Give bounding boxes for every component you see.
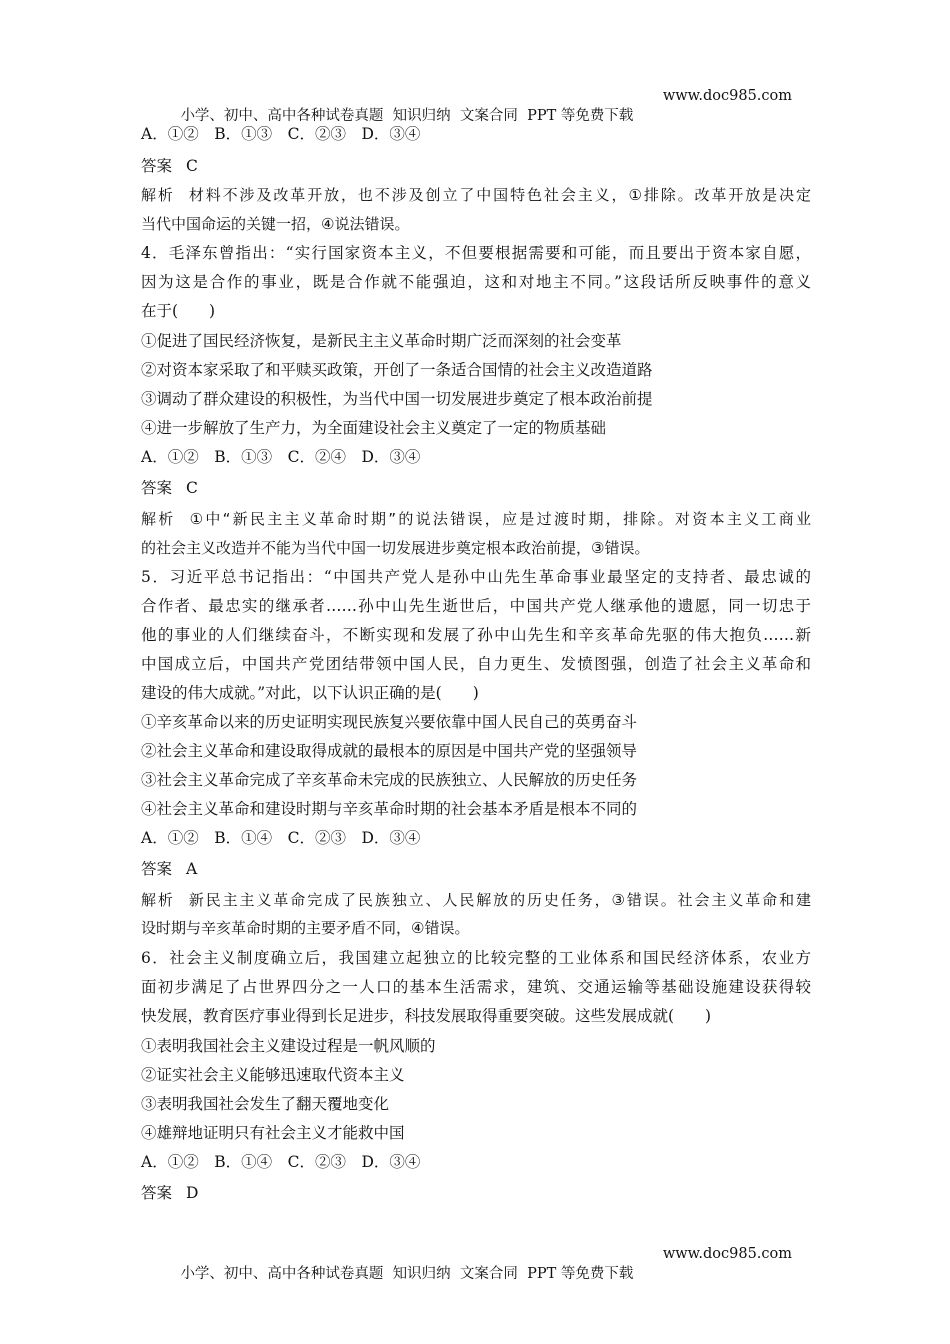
q5-options: A．①② B．①④ C．②③ D．③④	[141, 829, 421, 847]
analysis-label: 解析	[141, 186, 175, 204]
footer-url: www.doc985.com	[662, 1246, 792, 1262]
q5-stem-line: 合作者、最忠实的继承者……孙中山先生逝世后，中国共产党人继承他的遗愿，同一切忠于	[141, 597, 811, 615]
q4-stem-line: 在于( )	[141, 302, 216, 320]
q4-analysis-line: 的社会主义改造并不能为当代中国一切发展进步奠定根本政治前提，③错误。	[141, 539, 650, 557]
q5-item: ①辛亥革命以来的历史证明实现民族复兴要依靠中国人民自己的英勇奋斗	[141, 713, 638, 731]
q4-item: ④进一步解放了生产力，为全面建设社会主义奠定了一定的物质基础	[141, 419, 607, 437]
q5-stem-line: 建设的伟大成就。”对此，以下认识正确的是( )	[141, 684, 479, 702]
answer-value: D	[186, 1184, 199, 1202]
q4-item: ②对资本家采取了和平赎买政策，开创了一条适合国情的社会主义改造道路	[141, 361, 653, 379]
answer-label: 答案	[141, 860, 173, 878]
analysis-label: 解析	[141, 891, 175, 909]
q3-options: A．①② B．①③ C．②③ D．③④	[141, 125, 421, 143]
q6-stem-line: 快发展，教育医疗事业得到长足进步，科技发展取得重要突破。这些发展成就( )	[141, 1007, 712, 1025]
q6-answer	[141, 1183, 811, 1203]
answer-value: C	[186, 157, 198, 175]
q4-options: A．①② B．①③ C．②④ D．③④	[141, 448, 421, 466]
q6-options: A．①② B．①④ C．②③ D．③④	[141, 1153, 421, 1171]
q4-item: ③调动了群众建设的积极性，为当代中国一切发展进步奠定了根本政治前提	[141, 390, 653, 408]
header-url: www.doc985.com	[662, 88, 792, 104]
q3-analysis-line: 当代中国命运的关键一招，④说法错误。	[141, 215, 410, 233]
q6-stem-line: 6．社会主义制度确立后，我国建立起独立的比较完整的工业体系和国民经济体系，农业方	[141, 949, 811, 967]
analysis-label: 解析	[141, 510, 176, 528]
q5-answer	[141, 859, 811, 879]
analysis-text: ①中“新民主主义革命时期”的说法错误，应是过渡时期，排除。对资本主义工商业	[189, 510, 811, 528]
q6-item: ①表明我国社会主义建设过程是一帆风顺的	[141, 1037, 436, 1055]
page-header	[162, 88, 792, 157]
answer-value: A	[186, 860, 198, 878]
q5-stem-line: 5．习近平总书记指出：“中国共产党人是孙中山先生革命事业最坚定的支持者、最忠诚的	[141, 568, 811, 586]
analysis-text: 材料不涉及改革开放，也不涉及创立了中国特色社会主义，①排除。改革开放是决定	[188, 186, 811, 204]
q4-stem-line: 4．毛泽东曾指出：“实行国家资本主义，不但要根据需要和可能，而且要出于资本家自愿，	[141, 244, 811, 262]
answer-value: C	[186, 479, 198, 497]
q5-stem-line: 他的事业的人们继续奋斗，不断实现和发展了孙中山先生和辛亥革命先驱的伟大抱负……新	[141, 626, 811, 644]
q5-analysis-line: 设时期与辛亥革命时期的主要矛盾不同，④错误。	[141, 919, 470, 937]
q5-item: ③社会主义革命完成了辛亥革命未完成的民族独立、人民解放的历史任务	[141, 771, 638, 789]
q4-item: ①促进了国民经济恢复，是新民主主义革命时期广泛而深刻的社会变革	[141, 332, 622, 350]
answer-label: 答案	[141, 479, 173, 497]
q5-stem-line: 中国成立后，中国共产党团结带领中国人民，自力更生、发愤图强，创造了社会主义革命和	[141, 655, 811, 673]
q6-item: ④雄辩地证明只有社会主义才能救中国	[141, 1124, 405, 1142]
q4-analysis-line	[141, 509, 811, 529]
analysis-text: 新民主主义革命完成了民族独立、人民解放的历史任务，③错误。社会主义革命和建	[188, 891, 811, 909]
q5-analysis-line	[141, 890, 811, 910]
q4-stem-line: 因为这是合作的事业，既是合作就不能强迫，这和对地主不同。”这段话所反映事件的意义	[141, 273, 811, 291]
q5-item: ②社会主义革命和建设取得成就的最根本的原因是中国共产党的坚强领导	[141, 742, 638, 760]
q6-stem-line: 面初步满足了占世界四分之一人口的基本生活需求，建筑、交通运输等基础设施建设获得较	[141, 978, 811, 996]
q6-item: ②证实社会主义能够迅速取代资本主义	[141, 1066, 405, 1084]
header-text: 小学、初中、高中各种试卷真题 知识归纳 文案合同 PPT 等免费下载	[180, 108, 634, 124]
q6-item: ③表明我国社会发生了翻天覆地变化	[141, 1095, 390, 1113]
answer-label: 答案	[141, 1184, 173, 1202]
q4-answer	[141, 478, 811, 498]
footer-text: 小学、初中、高中各种试卷真题 知识归纳 文案合同 PPT 等免费下载	[180, 1266, 634, 1282]
q5-item: ④社会主义革命和建设时期与辛亥革命时期的社会基本矛盾是根本不同的	[141, 800, 638, 818]
page-footer	[162, 1246, 792, 1315]
q3-analysis-line	[141, 185, 811, 205]
q3-answer	[141, 156, 811, 176]
answer-label: 答案	[141, 157, 173, 175]
